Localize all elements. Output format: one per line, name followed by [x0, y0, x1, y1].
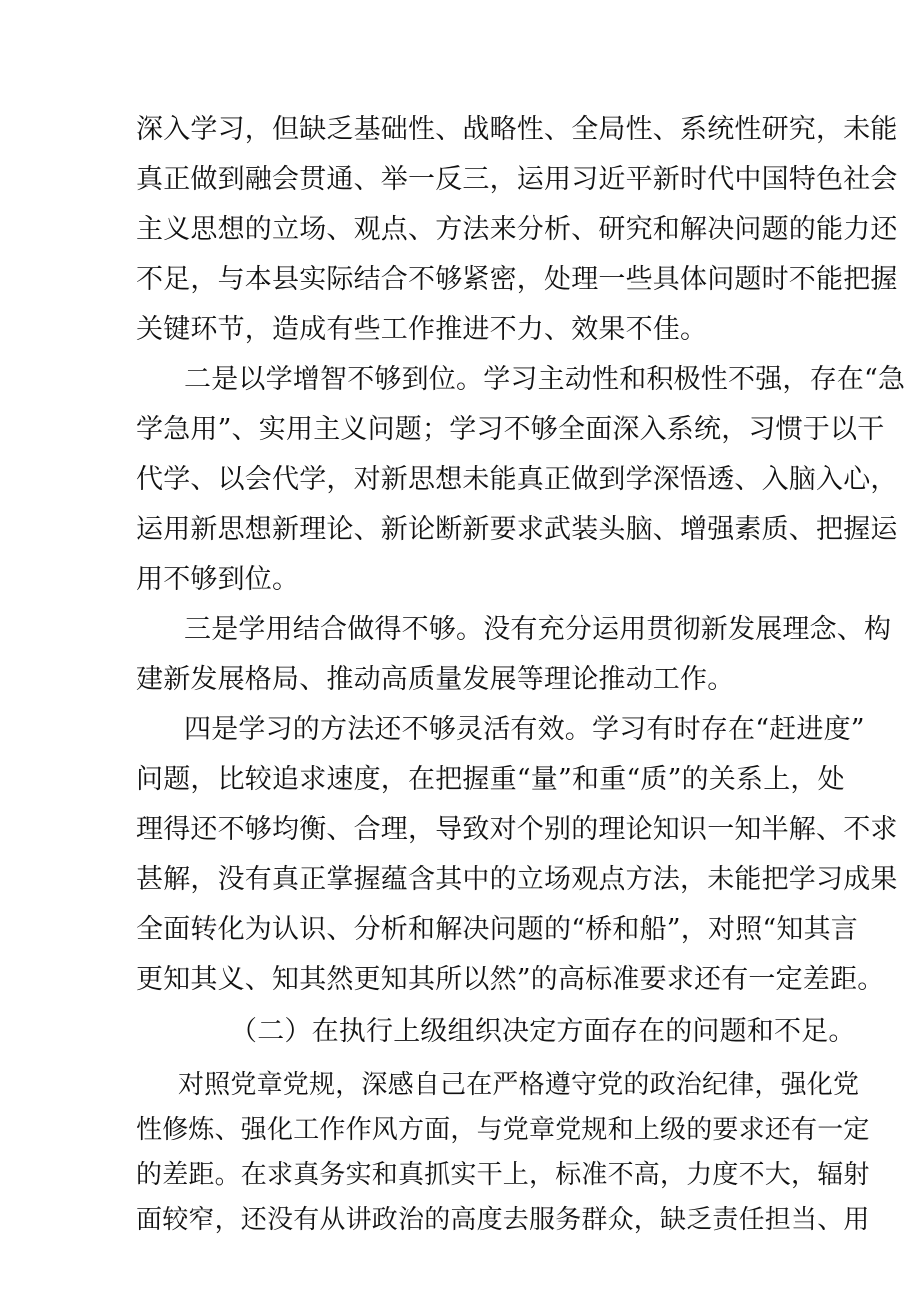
paragraph-line: 更知其义、知其然更知其所以然”的高标准要求还有一定差距。	[136, 964, 885, 995]
paragraph-line: 主义思想的立场、观点、方法来分析、研究和解决问题的能力还	[136, 214, 898, 245]
paragraph-line: 甚解，没有真正掌握蕴含其中的立场观点方法，未能把学习成果	[136, 864, 898, 895]
paragraph-line: 对照党章党规，深感自己在严格遵守党的政治纪律，强化党	[178, 1070, 860, 1100]
paragraph-line: 全面转化为认识、分析和解决问题的“桥和船”，对照“知其言	[136, 914, 859, 945]
paragraph-line: 问题，比较追求速度，在把握重“量”和重“质”的关系上，处	[136, 764, 845, 795]
paragraph-line: 的差距。在求真务实和真抓实干上，标准不高，力度不大，辐射	[136, 1160, 870, 1190]
paragraph-line: 理得还不够均衡、合理，导致对个别的理论知识一知半解、不求	[136, 814, 898, 845]
paragraph-line: 用不够到位。	[136, 564, 300, 595]
paragraph-line: 面较窄，还没有从讲政治的高度去服务群众，缺乏责任担当、用	[136, 1205, 870, 1235]
paragraph-line: 代学、以会代学，对新思想未能真正做到学深悟透、入脑入心，	[136, 464, 898, 495]
section-heading: （二）在执行上级组织决定方面存在的问题和不足。	[230, 1016, 856, 1047]
paragraph-line: 深入学习，但缺乏基础性、战略性、全局性、系统性研究，未能	[136, 114, 898, 145]
paragraph-line: 性修炼、强化工作作风方面，与党章党规和上级的要求还有一定	[136, 1115, 870, 1145]
paragraph-line: 三是学用结合做得不够。没有充分运用贯彻新发展理念、构	[184, 614, 892, 645]
paragraph-line: 真正做到融会贯通、举一反三，运用习近平新时代中国特色社会	[136, 164, 898, 195]
paragraph-line: 二是以学增智不够到位。学习主动性和积极性不强，存在“急	[184, 364, 906, 395]
paragraph-line: 学急用”、实用主义问题；学习不够全面深入系统，习惯于以干	[136, 414, 885, 445]
paragraph-line: 关键环节，造成有些工作推进不力、效果不佳。	[136, 314, 708, 345]
paragraph-line: 建新发展格局、推动高质量发展等理论推动工作。	[136, 664, 735, 695]
paragraph-line: 不足，与本县实际结合不够紧密，处理一些具体问题时不能把握	[136, 264, 898, 295]
paragraph-line: 运用新思想新理论、新论断新要求武装头脑、增强素质、把握运	[136, 514, 898, 545]
paragraph-line: 四是学习的方法还不够灵活有效。学习有时存在“赶进度”	[184, 714, 865, 745]
